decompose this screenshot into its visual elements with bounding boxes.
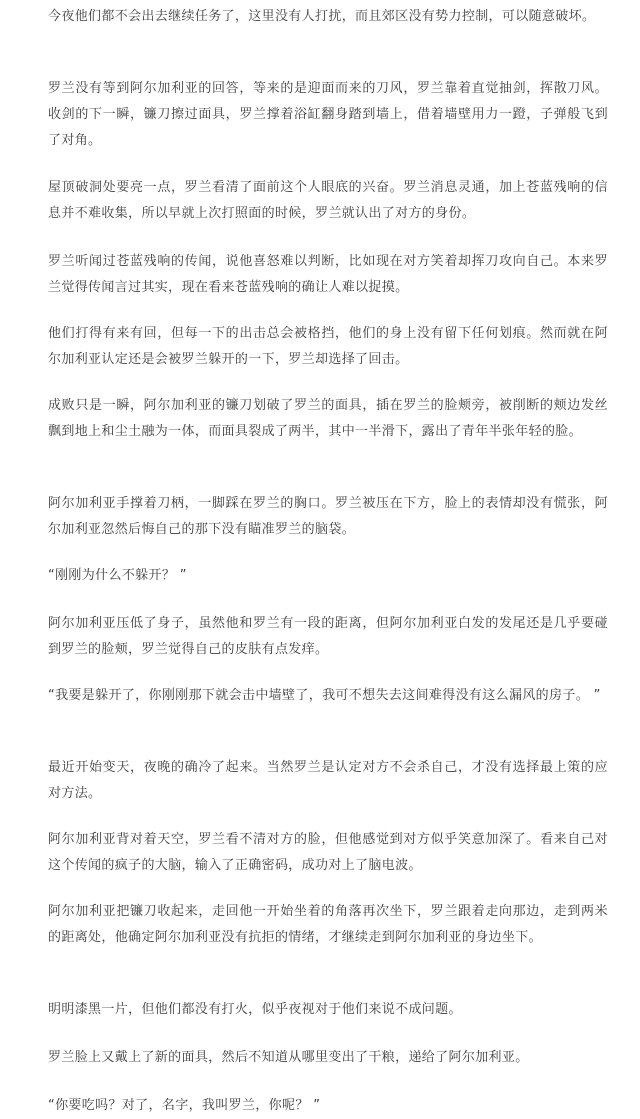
paragraph-11: 最近开始变天，夜晚的确冷了起来。当然罗兰是认定对方不会杀自己，才没有选择最上策的应对方法。: [48, 760, 608, 801]
paragraph-4: 罗兰听闻过苍蓝残响的传闻，说他喜怒难以判断，比如现在对方笑着却挥刀攻向自己。本来罗兰觉得传闻言过其实，现在看来苍蓝残响的确让人难以捉摸。: [48, 254, 608, 295]
paragraph-9: 阿尔加利亚压低了身子，虽然他和罗兰有一段的距离，但阿尔加利亚白发的发尾还是几乎要碰到罗兰的脸颊，罗兰觉得自己的皮肤有点发痒。: [48, 616, 608, 657]
paragraph-6: 成败只是一瞬，阿尔加利亚的镰刀划破了罗兰的面具，插在罗兰的脸颊旁，被削断的颊边发丝飘到地上和尘土融为一体，而面具裂成了两半，其中一半滑下，露出了青年半张年轻的脸。: [48, 398, 608, 439]
paragraph-3: 屋顶破洞处要亮一点，罗兰看清了面前这个人眼底的兴奋。罗兰消息灵通，加上苍蓝残响的信息并不难收集，所以早就上次打照面的时候，罗兰就认出了对方的身份。: [48, 180, 608, 221]
paragraph-15: 罗兰脸上又戴上了新的面具，然后不知道从哪里变出了干粮，递给了阿尔加利亚。: [48, 1050, 529, 1065]
paragraph-5: 他们打得有来有回，但每一下的出击总会被格挡，他们的身上没有留下任何划痕。然而就在阿尔加利亚认定还是会被罗兰躲开的一下，罗兰却选择了回击。: [48, 326, 608, 367]
paragraph-14: 明明漆黑一片，但他们都没有打火，似乎夜视对于他们来说不成问题。: [48, 1002, 462, 1017]
paragraph-16: “你要吃吗？对了，名字，我叫罗兰，你呢？ ”: [48, 1098, 321, 1113]
paragraph-8: “刚刚为什么不躲开？ ”: [48, 568, 187, 583]
paragraph-12: 阿尔加利亚背对着天空，罗兰看不清对方的脸，但他感觉到对方似乎笑意加深了。看来自己对这个传闻的疯子的大脑，输入了正确密码，成功对上了脑电波。: [48, 832, 608, 873]
paragraph-13: 阿尔加利亚把镰刀收起来，走回他一开始坐着的角落再次坐下，罗兰跟着走向那边，走到两米的距离处，他确定阿尔加利亚没有抗拒的情绪，才继续走到阿尔加利亚的身边坐下。: [48, 904, 608, 945]
paragraph-10: “我要是躲开了，你刚刚那下就会击中墙壁了，我可不想失去这间难得没有这么漏风的房子。 ”: [48, 688, 601, 703]
paragraph-1: 今夜他们都不会出去继续任务了，这里没有人打扰，而且郊区没有势力控制，可以随意破坏。: [48, 9, 596, 24]
paragraph-7: 阿尔加利亚手撑着刀柄，一脚踩在罗兰的胸口。罗兰被压在下方，脸上的表情却没有慌张，阿尔加利亚忽然后悔自己的那下没有瞄准罗兰的脑袋。: [48, 496, 608, 537]
paragraph-2: 罗兰没有等到阿尔加利亚的回答，等来的是迎面而来的刀风，罗兰靠着直觉抽剑，挥散刀风。收剑的下一瞬，镰刀擦过面具，罗兰撑着浴缸翻身踏到墙上，借着墙壁用力一蹬，子弹般飞到了对角。: [48, 81, 608, 148]
